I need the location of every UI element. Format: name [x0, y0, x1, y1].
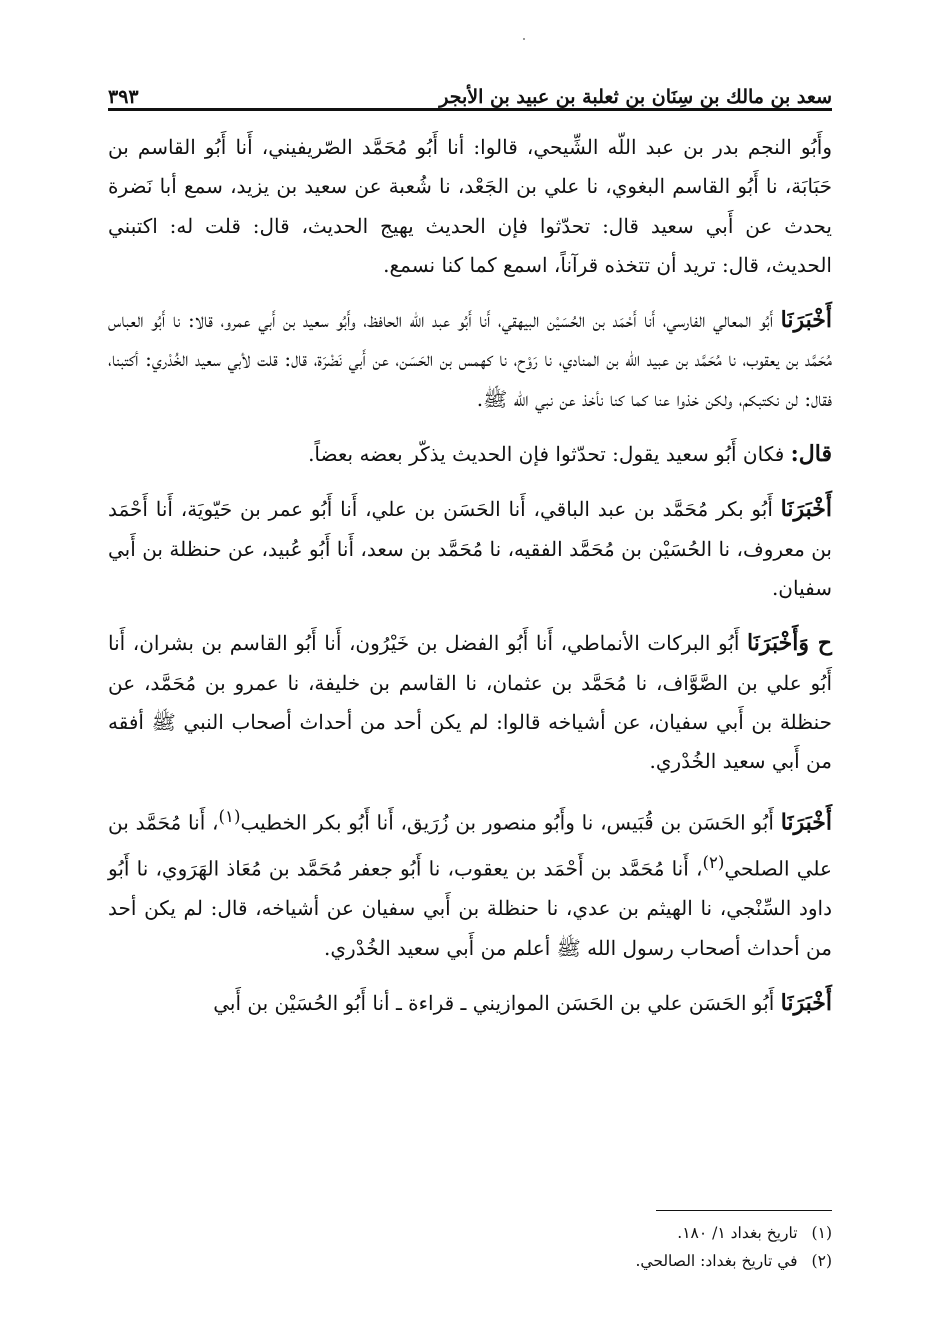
body-text — [108, 128, 832, 1039]
paragraph-text: أَبُو البركات الأنماطي، أَنا أَبُو الفضل بن خَيْرُون، أَنا أَبُو القاسم بن بشران، أَنا أَبُو علي بن الصَّوَّاف، نا مُحَمَّد بن عثمان، نا القاسم بن خليفة، نا عمرو بن مُحَمَّد، عن حنظلة بن أَبي سفيان، عن أشياخه قالوا: لم يكن أحد من أحداث أصحاب النبي ﷺ أفقه من أَبي سعيد الخُدْري. — [108, 631, 832, 774]
footnote-2 — [108, 1247, 832, 1275]
footnote-number: (٢) — [811, 1252, 832, 1270]
paragraph — [108, 797, 832, 968]
header-title: سعد بن مالك بن سِنَان بن ثعلبة بن عبيد بن الأبجر — [439, 86, 832, 108]
footnote-1 — [108, 1219, 832, 1247]
isnad-keyword: أَخْبَرَنَا — [780, 810, 833, 837]
paragraph-text: فكان أَبُو سعيد يقول: تحدّثوا فإن الحديث يذكّر بعضه بعضاً. — [308, 442, 791, 467]
page-number: ٣٩٣ — [108, 86, 139, 108]
isnad-keyword: قال: — [790, 441, 832, 468]
paragraph-text: وأَبُو النجم بدر بن عبد اللّه الشِّيحي، قالوا: أنا أَبُو مُحَمَّد الصّريفيني، أَنا أَبُو القاسم بن حَبَابَة، نا أَبُو القاسم البغوي، نا علي بن الجَعْد، نا شُعبة عن سعيد بن يزيد، سمع أبا نَضرة يحدث عن أَبي سعيد قال: تحدّثوا فإن الحديث يهيج الحديث، قال: قلت له: اكتبني الحديث، قال: تريد أن تتخذه قرآناً، اسمع كما كنا نسمع. — [108, 135, 832, 277]
paragraph-text: أَبُو بكر مُحَمَّد بن عبد الباقي، أَنا الحَسَن بن علي، أَنا أَبُو عمر بن حَيّويَة، أَنا أَحْمَد بن معروف، نا الحُسَيْن بن مُحَمَّد الفقيه، نا مُحَمَّد بن سعد، أَنا أَبُو عُبيد، عن حنظلة بن أَبي سفيان. — [108, 497, 832, 600]
paragraph-text: أَبُو المعالي الفارسي، أَنا أَحْمَد بن الحُسَيْن البيهقي، أَنا أَبُو عبد اللّه الحافظ، وأَبُو سعيد بن أَبي عمرو، قالا: نا أَبُو العباس مُحَمَّد بن يعقوب، نا مُحَمَّد بن عبيد اللّه بن المنادي، نا رَوْح، نا كهمس بن الحَسَن، عن أَبي نَضْرَة، قال: قلت لأبي سعيد الخُدْري: أكتبنا، فقال: لن نكتبكم، ولكن خذوا عنا كما كنا نأخذ عن نبي الله ﷺ. — [108, 308, 832, 411]
paragraph-text: أَبُو الحَسَن بن قُبَيس، نا وأَبُو منصور بن زُرَيق، أَنا أَبُو بكر الخطيب — [240, 811, 781, 836]
paragraph-text: أَبُو الحَسَن علي بن الحَسَن الموازيني ـ قراءة ـ أنا أَبُو الحُسَيْن بن أَبي — [213, 990, 781, 1015]
footnote-text: تاريخ بغداد ١/ ١٨٠. — [677, 1224, 798, 1242]
footnote-ref: (١) — [218, 807, 241, 827]
paragraph-text: ، أَنا مُحَمَّد بن علي الصلحي — [108, 811, 832, 882]
running-header — [108, 68, 832, 108]
footnote-text: في تاريخ بغداد: الصالحي. — [635, 1252, 798, 1270]
footnote-number: (١) — [811, 1224, 832, 1242]
paragraph — [108, 435, 832, 474]
isnad-keyword: ح وَأَخْبَرَنَا — [747, 630, 832, 657]
isnad-keyword: أَخْبَرَنَا — [780, 496, 832, 523]
header-rule — [108, 108, 832, 111]
footnote-ref: (٢) — [702, 853, 725, 873]
isnad-keyword: أَخْبَرَنَا — [780, 989, 832, 1016]
scan-speck — [523, 38, 525, 40]
paragraph-text: ، أَنا مُحَمَّد بن أَحْمَد بن يعقوب، نا أَبُو جعفر مُحَمَّد بن مُعَاذ الهَرَوي، نا أَبُو داود السِّنْجي، نا الهيثم بن عدي، نا حنظلة بن أَبي سفيان عن أشياخه، قال: لم يكن أحد من أحداث أصحاب رسول الله ﷺ أعلم من أَبي سعيد الخُدْري. — [108, 857, 832, 960]
isnad-keyword: أَخْبَرَنَا — [780, 307, 832, 334]
footnotes — [108, 1219, 832, 1275]
footnote-separator — [656, 1210, 832, 1211]
paragraph — [108, 490, 832, 608]
paragraph — [108, 984, 832, 1023]
paragraph — [108, 301, 832, 419]
paragraph — [108, 624, 832, 781]
paragraph — [108, 128, 832, 285]
